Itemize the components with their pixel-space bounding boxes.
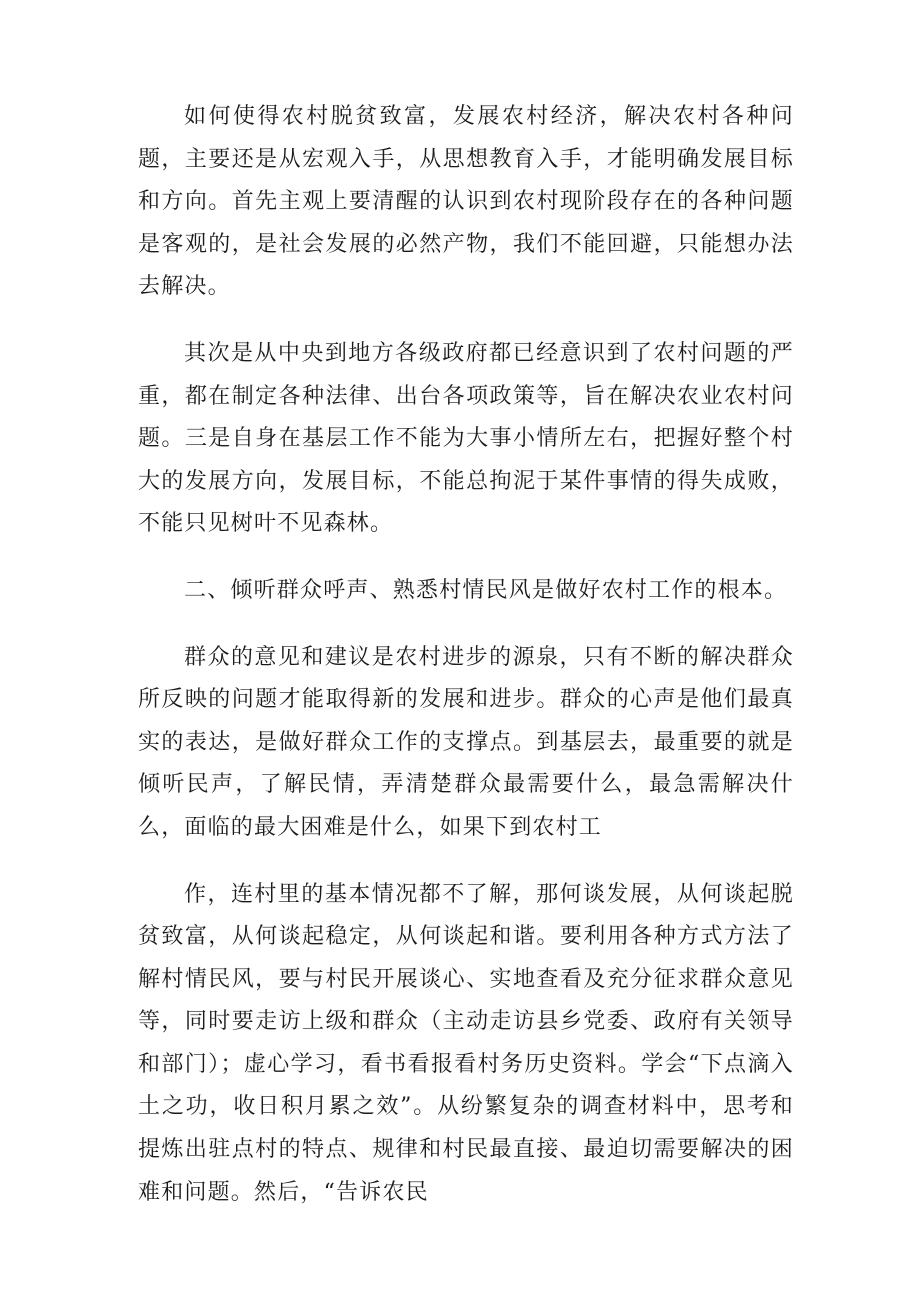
document-body — [138, 96, 794, 1238]
paragraph-village-conditions: 作，连村里的基本情况都不了解，那何谈发展，从何谈起脱贫致富，从何谈起稳定，从何谈起和谐。要利用各种方式方法了解村情民风，要与村民开展谈心、实地查看及充分征求群众意见等，同时要走访上级和群众（主动走访县乡党委、政府有关领导和部门）；虚心学习，看书看报看村务历史资料。学会“下点滴入土之功，收日积月累之效”。从纷繁复杂的调查材料中，思考和提炼出驻点村的特点、规律和村民最直接、最迫切需要解决的困难和问题。然后，“告诉农民 — [138, 881, 794, 1205]
paragraph-public-opinion: 群众的意见和建议是农村进步的源泉，只有不断的解决群众所反映的问题才能取得新的发展和进步。群众的心声是他们最真实的表达，是做好群众工作的支撑点。到基层去，最重要的就是倾听民声，了解民情，弄清楚群众最需要什么，最急需解决什么，面临的最大困难是什么，如果下到农村工 — [138, 644, 794, 840]
paragraph-rural-poverty: 如何使得农村脱贫致富，发展农村经济，解决农村各种问题，主要还是从宏观入手，从思想教育入手，才能明确发展目标和方向。首先主观上要清醒的认识到农村现阶段存在的各种问题是客观的，是社会发展的必然产物，我们不能回避，只能想办法去解决。 — [138, 104, 794, 300]
section-heading-two: 二、倾听群众呼声、熟悉村情民风是做好农村工作的根本。 — [184, 577, 788, 603]
paragraph-government-awareness: 其次是从中央到地方各级政府都已经意识到了农村问题的严重，都在制定各种法律、出台各项政策等，旨在解决农业农村问题。三是自身在基层工作不能为大事小情所左右，把握好整个村大的发展方向，发展目标，不能总拘泥于某件事情的得失成败，不能只见树叶不见森林。 — [138, 340, 794, 537]
